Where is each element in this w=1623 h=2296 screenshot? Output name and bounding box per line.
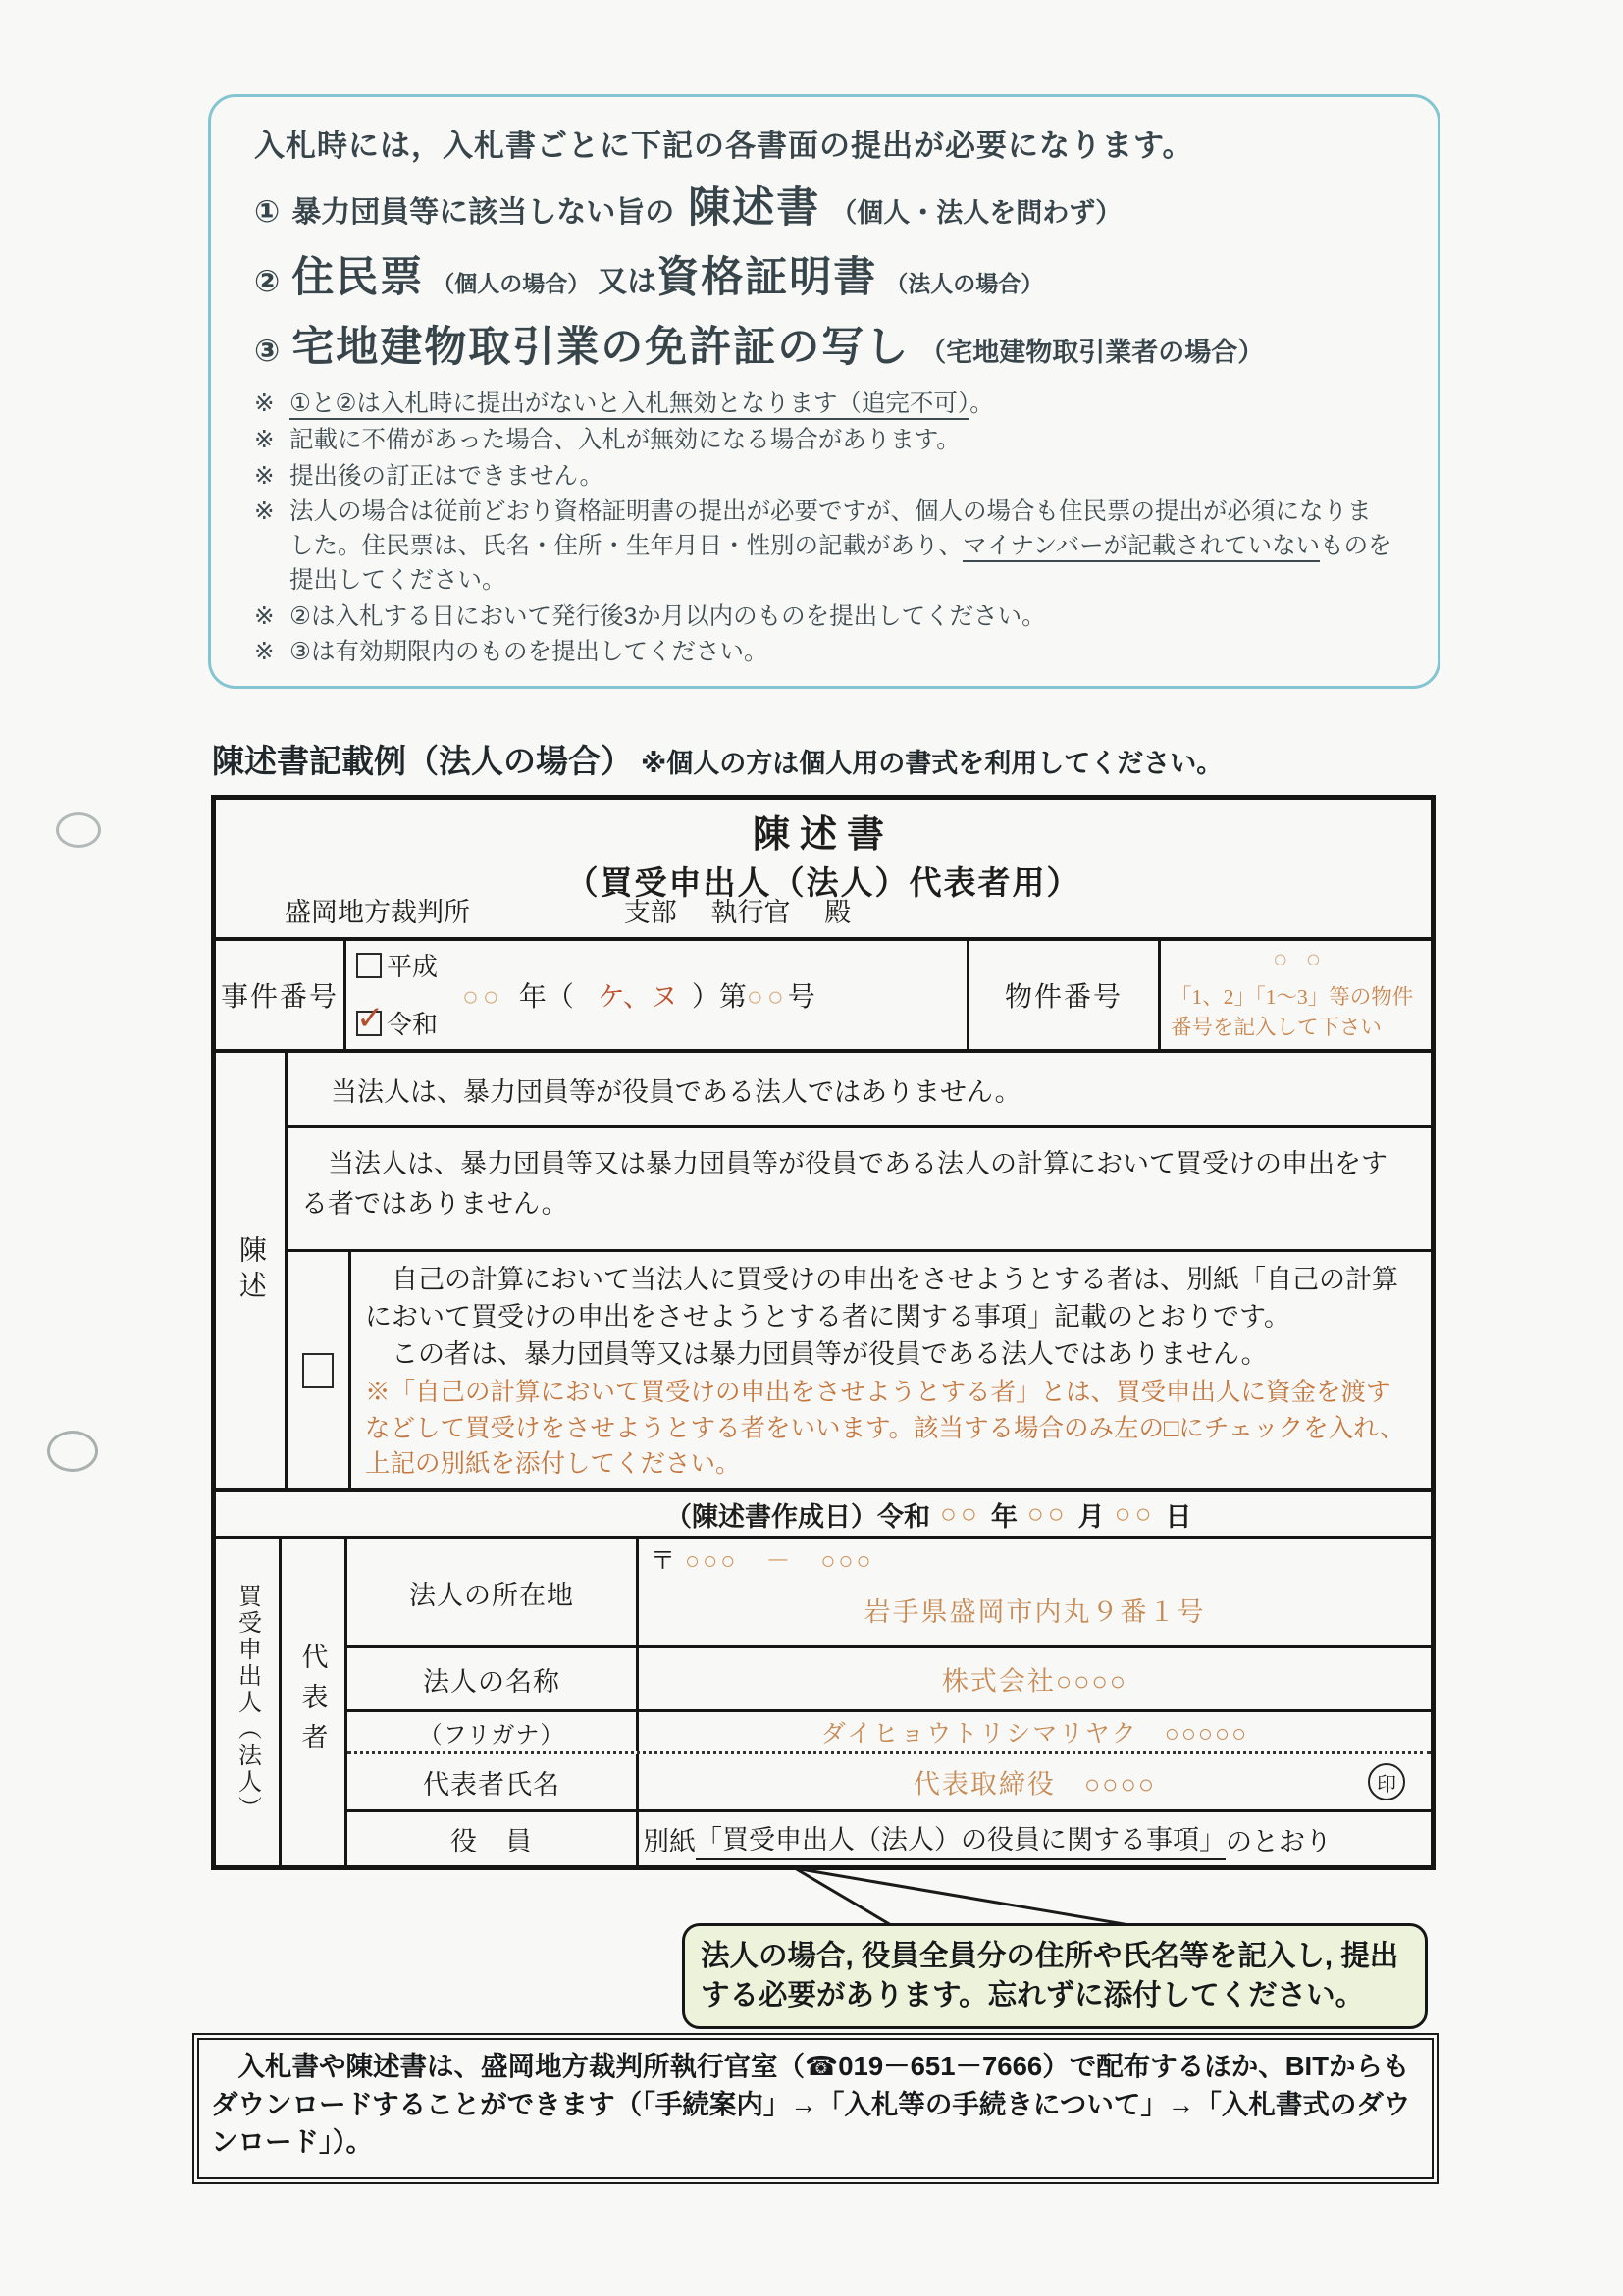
reiwa-checkbox (356, 999, 385, 1037)
corp-address-sample: 岩手県盛岡市内丸９番１号 (864, 1597, 1206, 1627)
seal-stamp: 印 (1368, 1763, 1405, 1800)
property-note-text: 「1、2」「1～3」等の物件番号を記入して下さい (1171, 984, 1414, 1039)
notice-item-2 (254, 244, 1408, 304)
notice-box (208, 94, 1440, 689)
era-option-heisei (356, 947, 438, 983)
reiwa-check-mark: ✓ (356, 999, 385, 1037)
notice-notes (254, 388, 1392, 670)
applicant-rows (347, 1539, 1431, 1865)
note-text: ①と②は入札時に提出がないと入札無効となります（追完不可）。 (289, 388, 1392, 422)
statement-side-label: 陳述 (216, 1053, 288, 1488)
note-mark: ※ (254, 462, 275, 490)
notice-note-4 (254, 496, 1392, 598)
year-placeholder-circles: ○○ (462, 981, 503, 1012)
date-month-label: 月 (1077, 1501, 1105, 1532)
notice-note-6 (254, 636, 1392, 670)
go-label: 号 (787, 981, 815, 1012)
corp-address-row (347, 1539, 1431, 1648)
property-placeholder-circles: ○○ (1272, 945, 1339, 973)
item2-qualifier-1: （個人の場合） (432, 271, 591, 296)
note-mark: ※ (254, 391, 275, 417)
statement-row-1: 当法人は、暴力団員等が役員である法人ではありません。 (288, 1053, 1431, 1128)
applicant-section (216, 1539, 1431, 1865)
item1-number: ① (254, 194, 281, 229)
note-text: ②は入札する日において発行後3か月以内のものを提出してください。 (289, 602, 1046, 630)
heisei-label: 平成 (387, 952, 439, 981)
case-number-value (462, 975, 815, 1015)
number-placeholder-circles: ○○ (746, 981, 788, 1012)
self-account-checkbox (302, 1353, 334, 1388)
date-day-circles: ○○ (1114, 1498, 1156, 1529)
item2-document-name-2: 資格証明書 (656, 254, 878, 301)
item1-text: 暴力団員等に該当しない旨の (291, 196, 675, 229)
property-number-label: 物件番号 (969, 941, 1161, 1049)
year-label: 年（ (518, 981, 574, 1012)
statement-rows (288, 1053, 1431, 1488)
dai-label: ）第 (691, 981, 747, 1012)
note-text: 法人の場合は従前どおり資格証明書の提出が必要ですが、個人の場合も住民票の提出が必須になりました。住民票は、氏名・住所・生年月日・性別の記載があり、マイナンバーが記載されていないものを提出してください。 (289, 498, 1392, 594)
self-account-checkbox-cell (288, 1252, 351, 1488)
furigana-row (347, 1712, 1431, 1754)
item2-qualifier-2: （法人の場合） (885, 271, 1044, 296)
representative-name-sample: 代表取締役 ○○○○ (913, 1769, 1157, 1800)
court-honorific: 殿 (824, 898, 852, 927)
form-title: 陳述書 (752, 814, 894, 856)
officers-row (347, 1812, 1431, 1865)
item3-document-name: 宅地建物取引業の免許証の写し (291, 324, 911, 371)
self-account-orange-note: ※「自己の計算において買受けの申出をさせようとする者」とは、買受申出人に資金を渡すなどして買受けをさせようとする者をいいます。該当する場合のみ左の□にチェックを入れ、上記の別紙を添付してください。 (365, 1378, 1405, 1478)
court-line (285, 891, 851, 929)
form-header (216, 800, 1431, 941)
self-account-text (351, 1252, 1431, 1488)
notice-item-1 (254, 175, 1408, 235)
note-mark: ※ (254, 426, 275, 453)
court-name: 盛岡地方裁判所 (285, 898, 470, 927)
heisei-checkbox (356, 953, 382, 978)
statement-section (216, 1053, 1431, 1492)
footer-notice (192, 2033, 1439, 2184)
era-and-number-cell (346, 941, 969, 1049)
corp-address-value-cell (639, 1539, 1431, 1645)
corp-address-label: 法人の所在地 (347, 1539, 639, 1645)
statement-row-2: 当法人は、暴力団員等又は暴力団員等が役員である法人の計算において買受けの申出をする者ではありません。 (288, 1128, 1431, 1252)
representative-name-row (347, 1754, 1431, 1812)
punch-hole-bottom (47, 1431, 98, 1472)
self-account-para-1: 自己の計算において当法人に買受けの申出をさせようとする者は、別紙「自己の計算において買受けの申出をさせようとする者に関する事項」記載のとおりです。 (365, 1265, 1398, 1331)
notice-note-3 (254, 460, 1392, 495)
note-mark: ※ (254, 602, 275, 630)
officers-post: のとおり (1226, 1826, 1332, 1856)
creation-date-row (216, 1492, 1431, 1539)
case-number-row (216, 941, 1431, 1053)
officers-label: 役 員 (347, 1812, 639, 1865)
officers-attachment-title: 「買受申出人（法人）の役員に関する事項」 (696, 1818, 1226, 1860)
note-text: 記載に不備があった場合、入札が無効になる場合があります。 (289, 426, 961, 453)
corp-name-sample: 株式会社○○○○ (941, 1666, 1128, 1696)
court-officer: 執行官 (710, 898, 791, 927)
footer-text: 入札書や陳述書は、盛岡地方裁判所執行官室（☎019－651－7666）で配布するほか、BITからもダウンロードすることができます（「手続案内」→「入札等の手続きについて」→「入札書式のダウンロード」）。 (211, 2051, 1411, 2157)
statement-row-3 (288, 1252, 1431, 1488)
notice-note-5 (254, 600, 1392, 635)
corp-name-value-cell (639, 1648, 1431, 1709)
statement-form (211, 795, 1436, 1870)
item1-qualifier: （個人・法人を問わず） (830, 198, 1123, 228)
example-heading-main: 陳述書記載例（法人の場合） (212, 743, 633, 779)
callout-bubble (682, 1923, 1428, 2029)
postal-code-line (651, 1541, 874, 1577)
postal-mark: 〒 (651, 1548, 676, 1575)
representative-name-value-cell (639, 1754, 1431, 1809)
furigana-value-cell (639, 1712, 1431, 1751)
officers-value (639, 1812, 1431, 1865)
date-year-circles: ○○ (940, 1498, 981, 1529)
furigana-sample: ダイヒョウトリシマリヤク ○○○○○ (820, 1721, 1249, 1748)
note-mark: ※ (254, 639, 275, 666)
notice-note-1 (254, 388, 1392, 422)
date-prefix: （陳述書作成日）令和 (665, 1501, 930, 1532)
corp-name-row (347, 1648, 1431, 1712)
example-heading (212, 736, 1223, 782)
example-heading-sub: ※個人の方は個人用の書式を利用してください。 (641, 749, 1224, 778)
furigana-label: （フリガナ） (347, 1712, 639, 1751)
date-year-label: 年 (990, 1501, 1018, 1532)
applicant-side-label: 買受申出人（法人） (216, 1539, 282, 1865)
property-number-note-cell (1161, 941, 1431, 1049)
callout-text: 法人の場合, 役員全員分の住所や氏名等を記入し, 提出する必要があります。忘れずに添付してください。 (701, 1940, 1399, 2011)
representative-name-label: 代表者氏名 (347, 1754, 639, 1809)
note-text: ③は有効期限内のものを提出してください。 (289, 639, 768, 666)
punch-hole-top (56, 812, 101, 848)
case-mark-letters: ケ、ヌ (597, 981, 678, 1012)
self-account-para-2: この者は、暴力団員等又は暴力団員等が役員である法人ではありません。 (365, 1338, 1268, 1369)
note-text: 提出後の訂正はできません。 (289, 462, 603, 490)
date-day-label: 日 (1165, 1501, 1192, 1532)
officers-pre: 別紙 (643, 1826, 696, 1856)
corp-name-label: 法人の名称 (347, 1648, 639, 1709)
notice-item-3 (254, 314, 1408, 374)
item2-document-name-1: 住民票 (291, 254, 425, 301)
case-number-label: 事件番号 (216, 941, 346, 1049)
reiwa-label: 令和 (387, 1010, 439, 1039)
item2-number: ② (254, 264, 281, 298)
notice-title: 入札時には，入札書ごとに下記の各書面の提出が必要になります。 (254, 129, 1194, 163)
era-option-reiwa (356, 999, 439, 1041)
representative-side-label: 代表者 (282, 1539, 347, 1865)
postal-placeholder-circles: ○○○ － ○○○ (685, 1548, 874, 1575)
date-month-circles: ○○ (1026, 1498, 1069, 1529)
item1-document-name: 陳述書 (688, 184, 821, 232)
form-subtitle: （買受申出人（法人）代表者用） (565, 866, 1081, 902)
court-branch: 支部 (623, 898, 677, 927)
item2-connector: 又は (598, 266, 657, 298)
notice-note-2 (254, 424, 1392, 458)
item3-number: ③ (254, 334, 281, 368)
note-mark: ※ (254, 498, 275, 526)
item3-qualifier: （宅地建物取引業者の場合） (919, 338, 1265, 367)
